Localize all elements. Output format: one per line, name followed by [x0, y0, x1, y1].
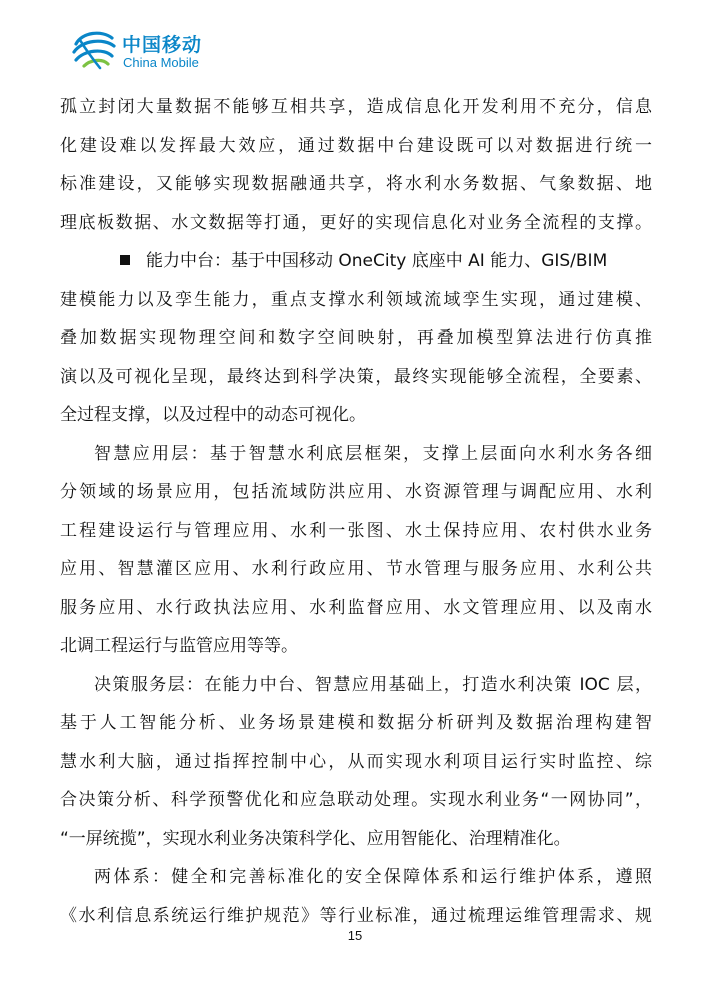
china-mobile-logo — [70, 28, 250, 74]
square-bullet-icon — [120, 255, 130, 265]
text-line: 建模能力以及孪生能力，重点支撑水利领域流域孪生实现，通过建模、 — [60, 289, 652, 310]
text-line: 决策服务层：在能力中台、智慧应用基础上，打造水利决策 IOC 层， — [94, 674, 652, 695]
paragraph-smart-application-layer — [60, 435, 652, 666]
text-line: 标准建设，又能够实现数据融通共享，将水利水务数据、气象数据、地 — [60, 174, 652, 194]
text-line: 孤立封闭大量数据不能够互相共享，造成信息化开发利用不充分，信息 — [60, 97, 652, 117]
text-line: 理底板数据、水文数据等打通，更好的实现信息化对业务全流程的支撑。 — [60, 212, 652, 233]
text-line: 《水利信息系统运行维护规范》等行业标准，通过梳理运维管理需求、规 — [60, 905, 652, 926]
document-body — [60, 88, 652, 935]
text-line: 工程建设运行与管理应用、水利一张图、水土保持应用、农村供水业务 — [60, 520, 652, 541]
text-line: 服务应用、水行政执法应用、水利监督应用、水文管理应用、以及南水 — [60, 597, 652, 618]
text-line: 应用、智慧灌区应用、水利行政应用、节水管理与服务应用、水利公共 — [60, 559, 652, 579]
text-line: 合决策分析、科学预警优化和应急联动处理。实现水利业务“一网协同”， — [60, 790, 652, 810]
china-mobile-logo-icon — [70, 28, 118, 72]
text-line: 两体系：健全和完善标准化的安全保障体系和运行维护体系，遵照 — [94, 867, 652, 887]
logo-chinese-text: 中国移动 — [122, 34, 203, 56]
paragraph-capability-platform — [60, 242, 652, 435]
bullet-text-line — [60, 242, 652, 281]
text-line: 基于人工智能分析、业务场景建模和数据分析研判及数据治理构建智 — [60, 713, 652, 733]
text-line: 分领域的场景应用，包括流域防洪应用、水资源管理与调配应用、水利 — [60, 482, 652, 502]
paragraph-two-systems — [60, 858, 652, 935]
text-line: 化建设难以发挥最大效应，通过数据中台建设既可以对数据进行统一 — [60, 135, 652, 156]
page-number: 15 — [347, 928, 363, 943]
text-line: 全过程支撑，以及过程中的动态可视化。 — [60, 405, 366, 425]
text-line: 北调工程运行与监管应用等等。 — [60, 636, 298, 656]
paragraph-data-middle-platform — [60, 88, 652, 242]
logo-english-text: China Mobile — [123, 55, 199, 70]
text-line: 叠加数据实现物理空间和数字空间映射，再叠加模型算法进行仿真推 — [60, 328, 652, 348]
text-line: 演以及可视化呈现，最终达到科学决策，最终实现能够全流程，全要素、 — [60, 366, 652, 387]
paragraph-decision-service-layer — [60, 666, 652, 859]
text-line: 慧水利大脑，通过指挥控制中心，从而实现水利项目运行实时监控、综 — [60, 751, 652, 772]
text-line: “一屏统揽”，实现水利业务决策科学化、应用智能化、治理精准化。 — [60, 828, 571, 849]
text-line: 智慧应用层：基于智慧水利底层框架，支撑上层面向水利水务各细 — [94, 443, 652, 464]
text-line: 能力中台：基于中国移动 OneCity 底座中 AI 能力、GIS/BIM — [146, 251, 608, 271]
